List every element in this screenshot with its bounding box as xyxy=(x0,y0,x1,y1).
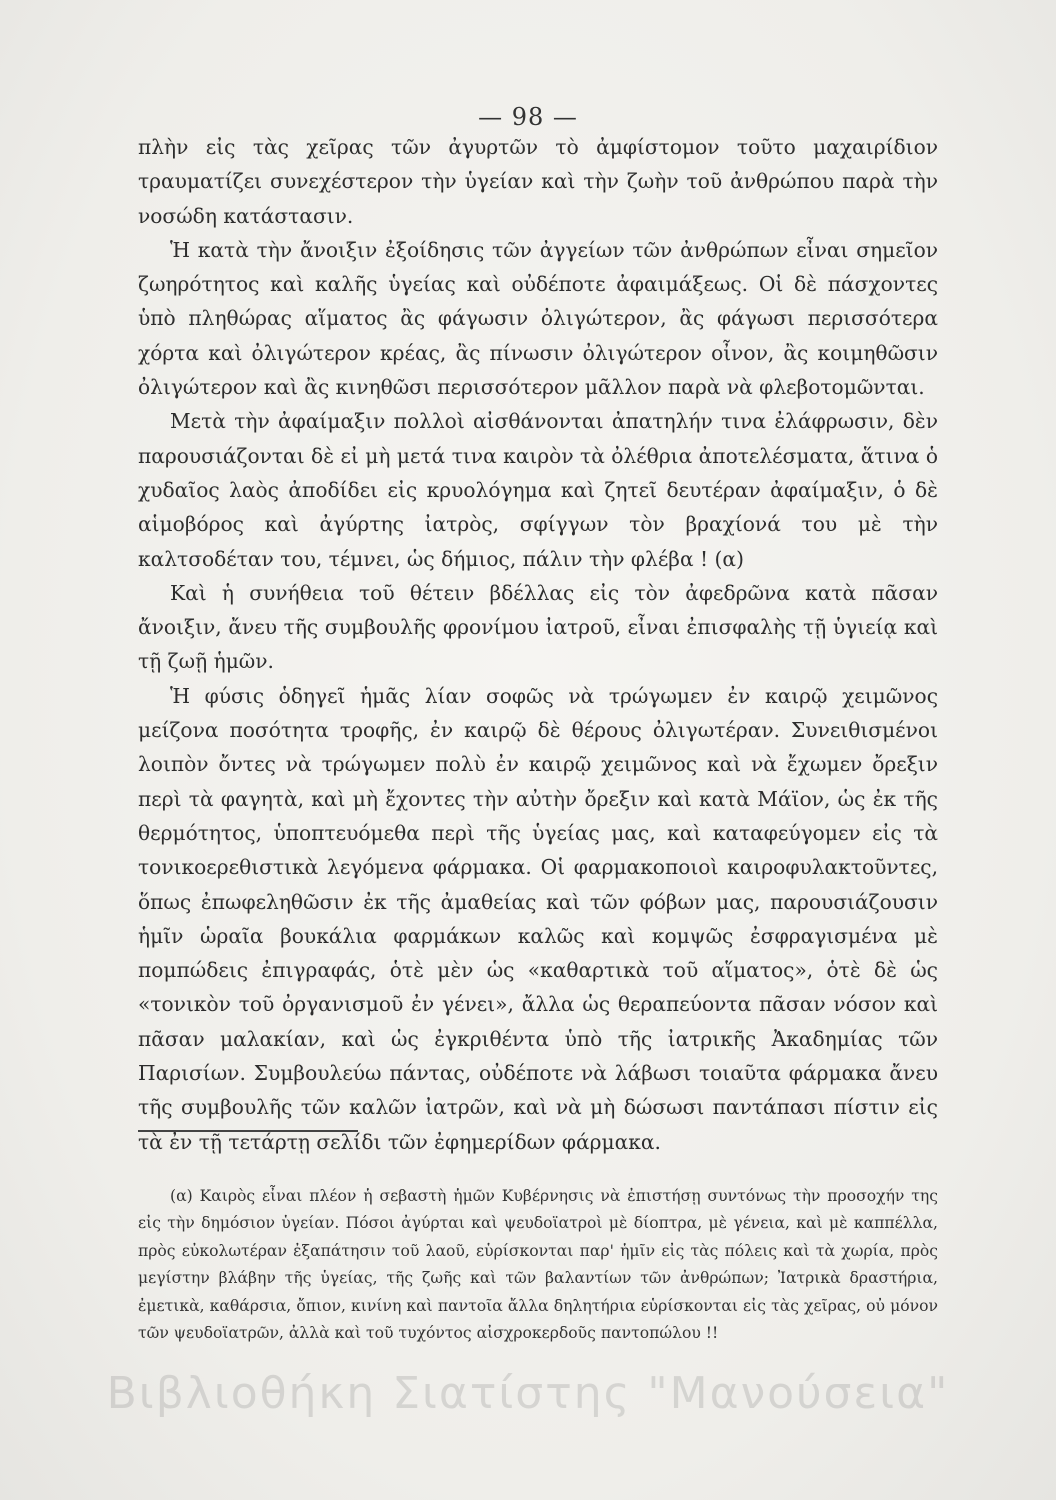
paragraph: Καὶ ἡ συνήθεια τοῦ θέτειν βδέλλας εἰς τὸν ἀφεδρῶνα κατὰ πᾶσαν ἄνοιξιν, ἄνευ τῆς συμβουλῆς φρονίμου ἰατροῦ, εἶναι ἐπισφαλὴς τῇ ὑγιείᾳ καὶ τῇ ζωῇ ἡμῶν. xyxy=(138,580,938,674)
paragraph: Ἡ φύσις ὁδηγεῖ ἡμᾶς λίαν σοφῶς νὰ τρώγωμεν ἐν καιρῷ χειμῶνος μείζονα ποσότητα τροφῆς, ἐν καιρῷ δὲ θέρους ὀλιγωτέραν. Συνειθισμένοι λοιπὸν ὄντες νὰ τρώγωμεν πολὺ ἐν καιρῷ χειμῶνος καὶ νὰ ἔχωμεν ὄρεξιν περὶ τὰ φαγητὰ, καὶ μὴ ἔχοντες τὴν αὐτὴν ὄρεξιν καὶ κατὰ Μάϊον, ὡς ἐκ τῆς θερμότητος, ὑποπτευόμεθα περὶ τῆς ὑγείας μας, καὶ καταφεύγομεν εἰς τὰ τονικοερεθιστικὰ λεγόμενα φάρμακα. Οἱ φαρμακοποιοὶ καιροφυλακτοῦντες, ὅπως ἐπωφεληθῶσιν ἐκ τῆς ἀμαθείας καὶ τῶν φόβων μας, παρουσιάζουσιν ἡμῖν ὡραῖα βουκάλια φαρμάκων καλῶς καὶ κομψῶς ἐσφραγισμένα μὲ πομπώδεις ἐπιγραφάς, ὁτὲ μὲν ὡς «καθαρτικὰ τοῦ αἵματος», ὁτὲ δὲ ὡς «τονικὸν τοῦ ὀργανισμοῦ ἐν γένει», ἄλλα ὡς θεραπεύοντα πᾶσαν νόσον καὶ πᾶσαν μαλακίαν, καὶ ὡς ἐγκριθέντα ὑπὸ τῆς ἰατρικῆς Ἀκαδημίας τῶν Παρισίων. Συμβουλεύω πάντας, οὐδέποτε νὰ λάβωσι τοιαῦτα φάρμακα ἄνευ τῆς συμβουλῆς τῶν καλῶν ἰατρῶν, καὶ νὰ μὴ δώσωσι παντάπασι πίστιν εἰς τὰ ἐν τῇ τετάρτῃ σελίδι τῶν ἐφημερίδων φάρμακα. xyxy=(138,683,938,1154)
library-watermark: Βιβλιοθήκη Σιατίστης "Μανούσεια" xyxy=(106,1368,950,1419)
page-number: — 98 — xyxy=(478,103,578,131)
paragraph: Μετὰ τὴν ἀφαίμαξιν πολλοὶ αἰσθάνονται ἀπατηλήν τινα ἐλάφρωσιν, δὲν παρουσιάζονται δὲ εἰ μὴ μετά τινα καιρὸν τὰ ὀλέθρια ἀποτελέσματα, ἅτινα ὁ χυδαῖος λαὸς ἀποδίδει εἰς κρυολόγημα καὶ ζητεῖ δευτέραν ἀφαίμαξιν, ὁ δὲ αἱμοβόρος καὶ ἀγύρτης ἰατρὸς, σφίγγων τὸν βραχίονά του μὲ τὴν καλτσοδέταν του, τέμνει, ὡς δήμιος, πάλιν τὴν φλέβα ! (α) xyxy=(138,409,938,571)
footnote-text: (α) Καιρὸς εἶναι πλέον ἡ σεβαστὴ ἡμῶν Κυβέρνησις νὰ ἐπιστήσῃ συντόνως τὴν προσοχήν της εἰς τὴν δημόσιον ὑγείαν. Πόσοι ἀγύρται καὶ ψευδοϊατροὶ μὲ δίοπτρα, μὲ γένεια, καὶ μὲ καππέλλα, πρὸς εὐκολωτέραν ἐξαπάτησιν τοῦ λαοῦ, εὑρίσκονται παρ' ἡμῖν εἰς τὰς πόλεις καὶ τὰ χωρία, πρὸς μεγίστην βλάβην τῆς ὑγείας, τῆς ζωῆς καὶ τῶν βαλαντίων τῶν ἀνθρώπων; Ἰατρικὰ δραστήρια, ἐμετικὰ, καθάρσια, ὄπιον, κινίνη καὶ παντοῖα ἄλλα δηλητήρια εὑρίσκονται εἰς τὰς χεῖρας, οὐ μόνον τῶν ψευδοϊατρῶν, ἀλλὰ καὶ τοῦ τυχόντος αἰσχροκερδοῦς παντοπώλου !! xyxy=(138,1187,938,1343)
paragraph: Ἡ κατὰ τὴν ἄνοιξιν ἐξοίδησις τῶν ἀγγείων τῶν ἀνθρώπων εἶναι σημεῖον ζωηρότητος καὶ καλῆς ὑγείας καὶ οὐδέποτε ἀφαιμάξεως. Οἱ δὲ πάσχοντες ὑπὸ πληθώρας αἵματος ἂς φάγωσιν ὀλιγώτερον, ἂς φάγωσι περισσότερα χόρτα καὶ ὀλιγώτερον κρέας, ἂς πίνωσιν ὀλιγώτερον οἶνον, ἂς κοιμηθῶσιν ὀλιγώτερον καὶ ἂς κινηθῶσι περισσότερον μᾶλλον παρὰ νὰ φλεβοτομῶνται. xyxy=(138,237,938,400)
paragraph: πλὴν εἰς τὰς χεῖρας τῶν ἀγυρτῶν τὸ ἀμφίστομον τοῦτο μαχαιρίδιον τραυματίζει συνεχέστερον τὴν ὑγείαν καὶ τὴν ζωὴν τοῦ ἀνθρώπου παρὰ τὴν νοσώδη κατάστασιν. xyxy=(138,135,938,228)
footnote xyxy=(138,1183,938,1347)
footnote-divider xyxy=(138,1130,358,1132)
main-text xyxy=(138,130,938,1159)
